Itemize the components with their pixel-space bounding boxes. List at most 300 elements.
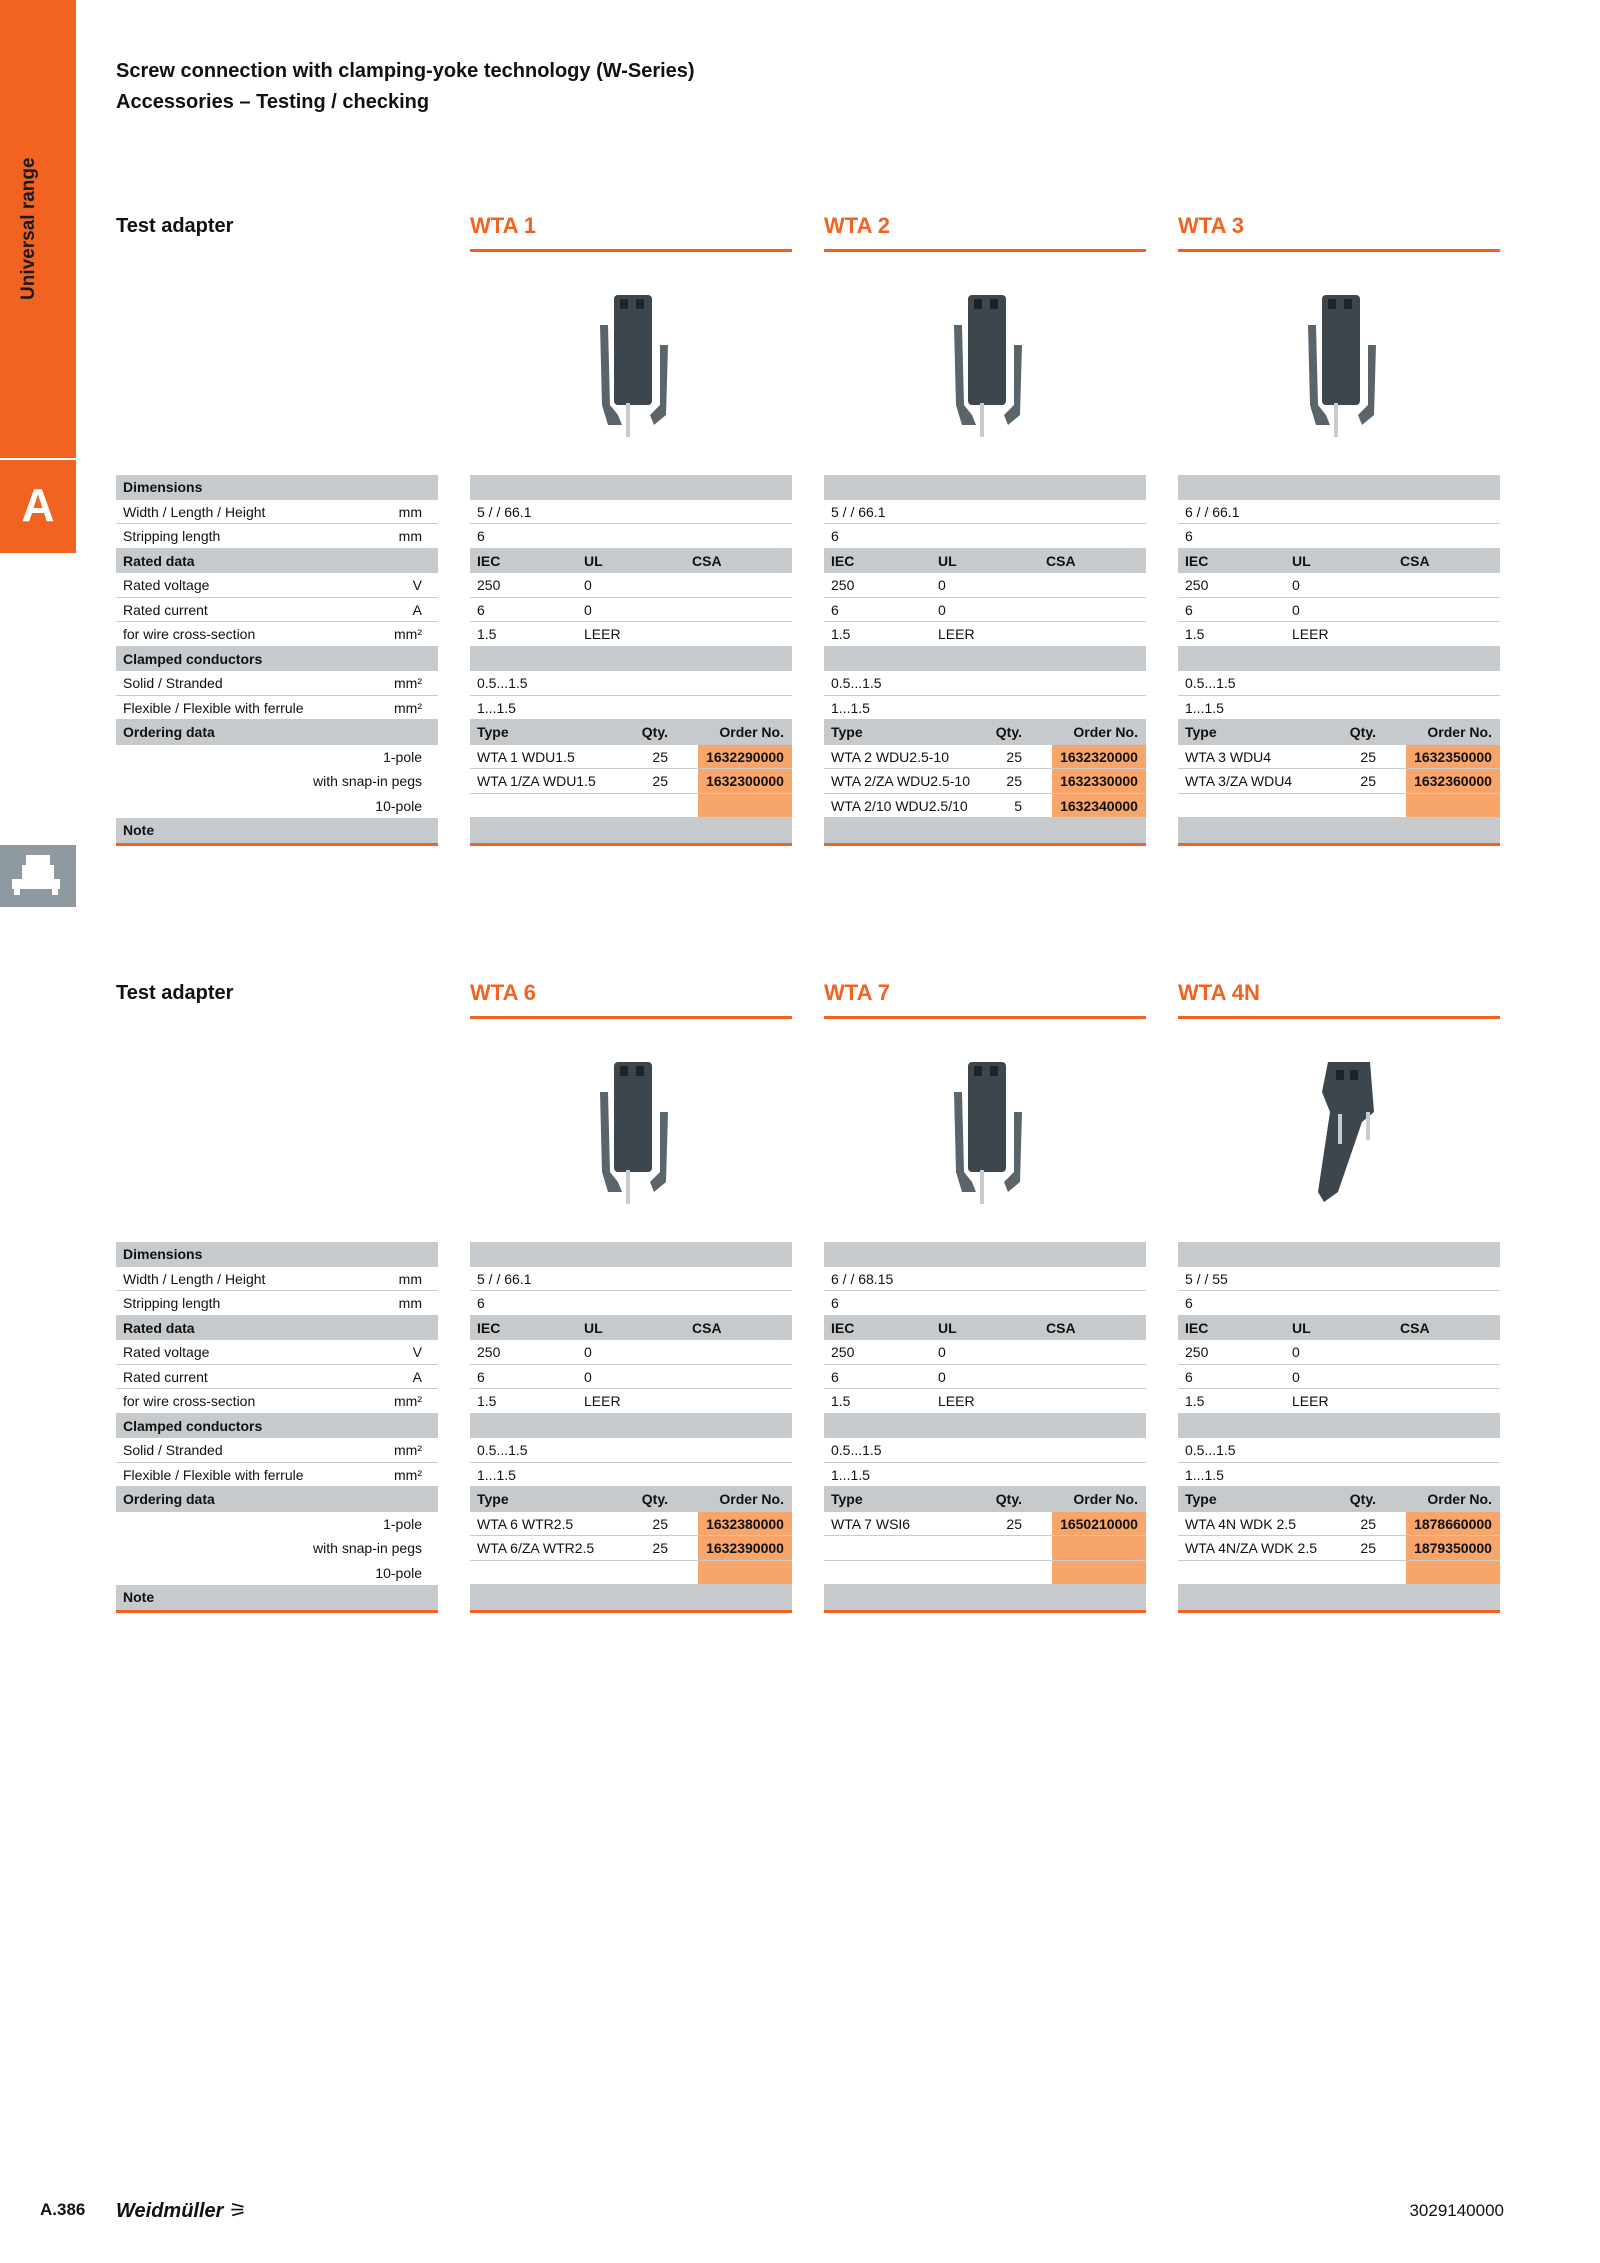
spec-label-row	[116, 1365, 438, 1390]
spec-label: Stripping length	[123, 528, 221, 544]
order-qty: 25	[1006, 748, 1022, 765]
unit-label: mm	[398, 503, 422, 520]
voltage-ul: 0	[584, 1344, 592, 1360]
stripping-length-value: 6	[477, 1295, 485, 1311]
table-bottom-rule	[470, 1610, 792, 1613]
table-row	[824, 794, 1146, 819]
spec-label-row	[116, 1561, 438, 1586]
ul-header: UL	[584, 1319, 603, 1336]
wire-ul: LEER	[938, 1393, 975, 1409]
stripping-length-value: 6	[831, 528, 839, 544]
product-title: WTA 7	[824, 980, 890, 1005]
csa-header: CSA	[692, 552, 722, 569]
table-row	[1178, 573, 1500, 598]
table-row	[824, 598, 1146, 623]
product-image	[570, 285, 690, 450]
spec-value-table	[824, 1242, 1146, 1610]
stripping-length-value: 6	[477, 528, 485, 544]
page-heading	[116, 56, 695, 118]
table-row	[1178, 1414, 1500, 1439]
spec-label: Solid / Stranded	[123, 1442, 223, 1458]
ordering-variant-label: 10-pole	[375, 797, 422, 814]
iec-header: IEC	[477, 552, 501, 569]
table-row	[824, 1316, 1146, 1341]
voltage-iec: 250	[477, 577, 501, 593]
order-qty: 25	[1360, 748, 1376, 765]
order-type: WTA 3 WDU4	[1185, 748, 1272, 765]
spec-label: for wire cross-section	[123, 626, 256, 642]
table-row	[470, 475, 792, 500]
table-row	[470, 1340, 792, 1365]
voltage-ul: 0	[1292, 1344, 1300, 1360]
wire-iec: 1.5	[477, 626, 497, 642]
table-row	[824, 1365, 1146, 1390]
type-header: Type	[477, 1491, 509, 1507]
table-row	[470, 818, 792, 843]
table-row	[1178, 1389, 1500, 1414]
voltage-iec: 250	[1185, 577, 1209, 593]
spec-label-row	[116, 1340, 438, 1365]
unit-label: V	[412, 577, 422, 593]
section-label: Test adapter	[116, 215, 234, 237]
spec-label: Note	[123, 1589, 155, 1605]
type-header: Type	[831, 724, 863, 740]
unit-label: mm²	[394, 675, 422, 691]
table-row	[470, 1438, 792, 1463]
spec-label: Rated voltage	[123, 1344, 210, 1360]
spec-label-row	[116, 794, 438, 819]
table-bottom-rule	[824, 843, 1146, 846]
order-type: WTA 3/ZA WDU4	[1185, 773, 1293, 789]
table-row	[470, 1267, 792, 1292]
table-row	[1178, 794, 1500, 819]
product-image	[570, 1052, 690, 1217]
table-row	[1178, 1487, 1500, 1512]
csa-header: CSA	[1400, 552, 1430, 569]
table-row	[1178, 500, 1500, 525]
table-bottom-rule	[470, 843, 792, 846]
spec-label: for wire cross-section	[123, 1393, 256, 1409]
table-row	[824, 1291, 1146, 1316]
spec-label-row	[116, 1267, 438, 1292]
spec-label-table	[116, 475, 438, 843]
unit-label: mm²	[394, 1442, 422, 1458]
unit-label: A	[412, 1368, 422, 1385]
flexible-value: 1...1.5	[1185, 699, 1224, 716]
order-qty: 25	[1006, 773, 1022, 789]
table-row	[824, 500, 1146, 525]
voltage-iec: 250	[831, 577, 855, 593]
current-iec: 6	[477, 601, 485, 618]
spec-label-row	[116, 524, 438, 549]
unit-label: mm²	[394, 1393, 422, 1409]
order-type: WTA 7 WSI6	[831, 1515, 911, 1532]
order-number: 1878660000	[1406, 1512, 1500, 1536]
spec-label-row	[116, 1242, 438, 1267]
order-type: WTA 4N/ZA WDK 2.5	[1185, 1540, 1317, 1556]
ordering-variant-label: 1-pole	[383, 1515, 422, 1532]
table-row	[824, 622, 1146, 647]
order-type: WTA 1/ZA WDU1.5	[477, 773, 596, 789]
unit-label: V	[412, 1344, 422, 1360]
wire-ul: LEER	[584, 1393, 621, 1409]
order-header: Order No.	[719, 1491, 784, 1507]
order-header: Order No.	[1427, 724, 1492, 740]
table-row	[470, 622, 792, 647]
spec-label: Solid / Stranded	[123, 675, 223, 691]
voltage-ul: 0	[1292, 577, 1300, 593]
table-row	[470, 769, 792, 794]
terminal-block-icon	[0, 845, 76, 907]
spec-value-table	[470, 475, 792, 843]
table-row	[470, 1414, 792, 1439]
order-qty: 25	[1006, 1515, 1022, 1532]
unit-label: mm	[398, 528, 422, 544]
order-qty: 25	[652, 1540, 668, 1556]
product-image	[1278, 1052, 1398, 1217]
qty-header: Qty.	[995, 724, 1022, 740]
current-iec: 6	[477, 1368, 485, 1385]
spec-label: Rated voltage	[123, 577, 210, 593]
order-qty: 25	[652, 748, 668, 765]
spec-label-row	[116, 745, 438, 770]
order-qty: 25	[1360, 1515, 1376, 1532]
spec-label-row	[116, 598, 438, 623]
table-row	[824, 1463, 1146, 1488]
csa-header: CSA	[1046, 552, 1076, 569]
table-row	[1178, 769, 1500, 794]
table-row	[824, 696, 1146, 721]
spec-label-row	[116, 1389, 438, 1414]
table-row	[824, 647, 1146, 672]
spec-label-table	[116, 1242, 438, 1610]
spec-label: Flexible / Flexible with ferrule	[123, 699, 304, 716]
spec-label: Stripping length	[123, 1295, 221, 1311]
csa-header: CSA	[1400, 1319, 1430, 1336]
flexible-value: 1...1.5	[477, 699, 516, 716]
stripping-length-value: 6	[1185, 1295, 1193, 1311]
product-title: WTA 3	[1178, 213, 1244, 238]
table-row	[1178, 1267, 1500, 1292]
voltage-iec: 250	[831, 1344, 855, 1360]
qty-header: Qty.	[995, 1491, 1022, 1507]
table-bottom-rule	[824, 1610, 1146, 1613]
page-number: A.386	[40, 2200, 86, 2219]
wire-iec: 1.5	[831, 626, 851, 642]
spec-label: Rated current	[123, 601, 208, 618]
spec-value-table	[470, 1242, 792, 1610]
table-row	[470, 671, 792, 696]
ordering-variant-label: 10-pole	[375, 1564, 422, 1581]
spec-label: Flexible / Flexible with ferrule	[123, 1466, 304, 1483]
order-number: 1650210000	[1052, 1512, 1146, 1536]
spec-label: Dimensions	[123, 479, 203, 495]
order-number: 1632390000	[698, 1536, 792, 1560]
document-code: 3029140000	[1409, 2201, 1504, 2220]
table-row	[470, 745, 792, 770]
spec-label: Rated current	[123, 1368, 208, 1385]
product-image	[924, 1052, 1044, 1217]
table-row	[470, 1365, 792, 1390]
brand-logo: Weidmüller ⚞	[116, 2200, 247, 2222]
table-row	[1178, 696, 1500, 721]
product-title: WTA 1	[470, 213, 536, 238]
order-number: 1632360000	[1406, 769, 1500, 793]
table-row	[470, 1389, 792, 1414]
spec-label: Width / Length / Height	[123, 1270, 266, 1287]
order-type: WTA 4N WDK 2.5	[1185, 1515, 1296, 1532]
order-qty: 25	[1360, 773, 1376, 789]
product-title-rule	[470, 249, 792, 252]
table-row	[1178, 1291, 1500, 1316]
wire-iec: 1.5	[477, 1393, 497, 1409]
product-image	[1278, 285, 1398, 450]
order-qty: 25	[652, 773, 668, 789]
table-row	[824, 769, 1146, 794]
table-row	[470, 696, 792, 721]
spec-label-row	[116, 1512, 438, 1537]
product-image	[924, 285, 1044, 450]
flexible-value: 1...1.5	[1185, 1466, 1224, 1483]
table-row	[824, 1487, 1146, 1512]
table-row	[470, 1487, 792, 1512]
table-bottom-rule	[1178, 1610, 1500, 1613]
table-row	[1178, 598, 1500, 623]
product-title-rule	[1178, 249, 1500, 252]
spec-label-row	[116, 671, 438, 696]
wire-ul: LEER	[938, 626, 975, 642]
current-ul: 0	[584, 1368, 592, 1385]
order-type: WTA 6/ZA WTR2.5	[477, 1540, 595, 1556]
table-row	[470, 794, 792, 819]
sidebar-divider	[0, 458, 76, 460]
qty-header: Qty.	[641, 1491, 668, 1507]
spec-label: Width / Length / Height	[123, 503, 266, 520]
spec-label-row	[116, 622, 438, 647]
spec-label: Rated data	[123, 1319, 195, 1336]
spec-label-row	[116, 1438, 438, 1463]
qty-header: Qty.	[1349, 724, 1376, 740]
table-row	[1178, 647, 1500, 672]
current-ul: 0	[938, 601, 946, 618]
table-row	[470, 1463, 792, 1488]
table-row	[470, 1585, 792, 1610]
table-row	[824, 1512, 1146, 1537]
table-row	[824, 1242, 1146, 1267]
heading-line-2: Accessories – Testing / checking	[116, 91, 430, 113]
order-number: 1632380000	[698, 1512, 792, 1536]
type-header: Type	[1185, 724, 1217, 740]
spec-value-table	[824, 475, 1146, 843]
type-header: Type	[477, 724, 509, 740]
iec-header: IEC	[831, 1319, 855, 1336]
wire-iec: 1.5	[1185, 1393, 1205, 1409]
product-title-rule	[1178, 1016, 1500, 1019]
order-number: 1632330000	[1052, 769, 1146, 793]
dimensions-value: 5 / / 66.1	[831, 503, 886, 520]
qty-header: Qty.	[1349, 1491, 1376, 1507]
product-title: WTA 6	[470, 980, 536, 1005]
current-ul: 0	[1292, 1368, 1300, 1385]
table-row	[1178, 1585, 1500, 1610]
csa-header: CSA	[692, 1319, 722, 1336]
ul-header: UL	[938, 1319, 957, 1336]
table-row	[824, 720, 1146, 745]
current-ul: 0	[1292, 601, 1300, 618]
order-qty: 5	[1014, 797, 1022, 814]
order-type: WTA 6 WTR2.5	[477, 1515, 574, 1532]
iec-header: IEC	[1185, 1319, 1209, 1336]
order-number: 1632290000	[698, 745, 792, 769]
wire-iec: 1.5	[1185, 626, 1205, 642]
dimensions-value: 5 / / 66.1	[477, 503, 532, 520]
spec-label-row	[116, 500, 438, 525]
product-title-rule	[824, 1016, 1146, 1019]
current-iec: 6	[831, 1368, 839, 1385]
table-row	[824, 573, 1146, 598]
order-header: Order No.	[719, 724, 784, 740]
dimensions-value: 5 / / 66.1	[477, 1270, 532, 1287]
range-label: Universal range	[18, 157, 39, 300]
spec-label: Ordering data	[123, 724, 215, 740]
product-title-rule	[824, 249, 1146, 252]
spec-label: Dimensions	[123, 1246, 203, 1262]
qty-header: Qty.	[641, 724, 668, 740]
table-row	[1178, 1536, 1500, 1561]
spec-label-row	[116, 720, 438, 745]
order-type: WTA 2 WDU2.5-10	[831, 748, 949, 765]
order-qty: 25	[1360, 1540, 1376, 1556]
order-number	[698, 794, 792, 818]
table-row	[824, 1340, 1146, 1365]
spec-label: Rated data	[123, 552, 195, 569]
solid-value: 0.5...1.5	[831, 1442, 882, 1458]
iec-header: IEC	[477, 1319, 501, 1336]
section-letter: A	[21, 479, 55, 531]
table-row	[824, 671, 1146, 696]
voltage-ul: 0	[584, 577, 592, 593]
ordering-variant-label: with snap-in pegs	[313, 773, 422, 789]
dimensions-value: 5 / / 55	[1185, 1270, 1228, 1287]
dimensions-value: 6 / / 68.15	[831, 1270, 894, 1287]
order-number: 1632350000	[1406, 745, 1500, 769]
product-title-rule	[470, 1016, 792, 1019]
table-row	[470, 524, 792, 549]
order-number	[1406, 794, 1500, 818]
spec-label-row	[116, 1536, 438, 1561]
heading-line-1: Screw connection with clamping-yoke technology (W-Series)	[116, 60, 695, 82]
table-row	[1178, 1242, 1500, 1267]
order-header: Order No.	[1073, 1491, 1138, 1507]
spec-label-row	[116, 647, 438, 672]
order-qty: 25	[652, 1515, 668, 1532]
stripping-length-value: 6	[831, 1295, 839, 1311]
flexible-value: 1...1.5	[831, 1466, 870, 1483]
solid-value: 0.5...1.5	[477, 1442, 528, 1458]
table-bottom-rule	[116, 1610, 438, 1613]
table-row	[824, 1561, 1146, 1586]
spec-label-row	[116, 549, 438, 574]
table-row	[824, 1438, 1146, 1463]
spec-value-table	[1178, 475, 1500, 843]
ul-header: UL	[1292, 552, 1311, 569]
ul-header: UL	[1292, 1319, 1311, 1336]
current-iec: 6	[1185, 1368, 1193, 1385]
spec-label-row	[116, 818, 438, 843]
table-row	[1178, 1340, 1500, 1365]
table-row	[824, 1267, 1146, 1292]
table-row	[470, 720, 792, 745]
spec-label-row	[116, 1463, 438, 1488]
table-row	[1178, 1463, 1500, 1488]
table-row	[1178, 1561, 1500, 1586]
unit-label: A	[412, 601, 422, 618]
current-ul: 0	[584, 601, 592, 618]
dimensions-value: 6 / / 66.1	[1185, 503, 1240, 520]
table-row	[470, 647, 792, 672]
ul-header: UL	[938, 552, 957, 569]
unit-label: mm²	[394, 626, 422, 642]
table-row	[1178, 475, 1500, 500]
wire-ul: LEER	[584, 626, 621, 642]
spec-label-row	[116, 1487, 438, 1512]
spec-label: Ordering data	[123, 1491, 215, 1507]
table-row	[1178, 524, 1500, 549]
voltage-ul: 0	[938, 1344, 946, 1360]
table-row	[1178, 1365, 1500, 1390]
order-number	[1052, 1536, 1146, 1560]
table-row	[470, 1536, 792, 1561]
ul-header: UL	[584, 552, 603, 569]
order-type: WTA 2/10 WDU2.5/10	[831, 797, 968, 814]
order-type: WTA 2/ZA WDU2.5-10	[831, 773, 970, 789]
table-row	[824, 745, 1146, 770]
order-number: 1632340000	[1052, 794, 1146, 818]
spec-label-row	[116, 475, 438, 500]
table-row	[824, 1414, 1146, 1439]
table-bottom-rule	[116, 843, 438, 846]
spec-label: Clamped conductors	[123, 650, 263, 667]
spec-label-row	[116, 1585, 438, 1610]
spec-value-table	[1178, 1242, 1500, 1610]
table-row	[824, 549, 1146, 574]
spec-label: Note	[123, 822, 155, 838]
wire-ul: LEER	[1292, 626, 1329, 642]
iec-header: IEC	[1185, 552, 1209, 569]
current-ul: 0	[938, 1368, 946, 1385]
iec-header: IEC	[831, 552, 855, 569]
order-number: 1632300000	[698, 769, 792, 793]
order-type: WTA 1 WDU1.5	[477, 748, 575, 765]
table-row	[470, 549, 792, 574]
solid-value: 0.5...1.5	[831, 675, 882, 691]
table-row	[470, 1291, 792, 1316]
table-row	[824, 1585, 1146, 1610]
order-number	[698, 1561, 792, 1585]
wire-iec: 1.5	[831, 1393, 851, 1409]
table-row	[1178, 671, 1500, 696]
section-label: Test adapter	[116, 982, 234, 1004]
order-header: Order No.	[1427, 1491, 1492, 1507]
table-row	[824, 524, 1146, 549]
unit-label: mm	[398, 1295, 422, 1311]
unit-label: mm	[398, 1270, 422, 1287]
current-iec: 6	[1185, 601, 1193, 618]
solid-value: 0.5...1.5	[1185, 1442, 1236, 1458]
voltage-iec: 250	[477, 1344, 501, 1360]
current-iec: 6	[831, 601, 839, 618]
table-row	[824, 1389, 1146, 1414]
